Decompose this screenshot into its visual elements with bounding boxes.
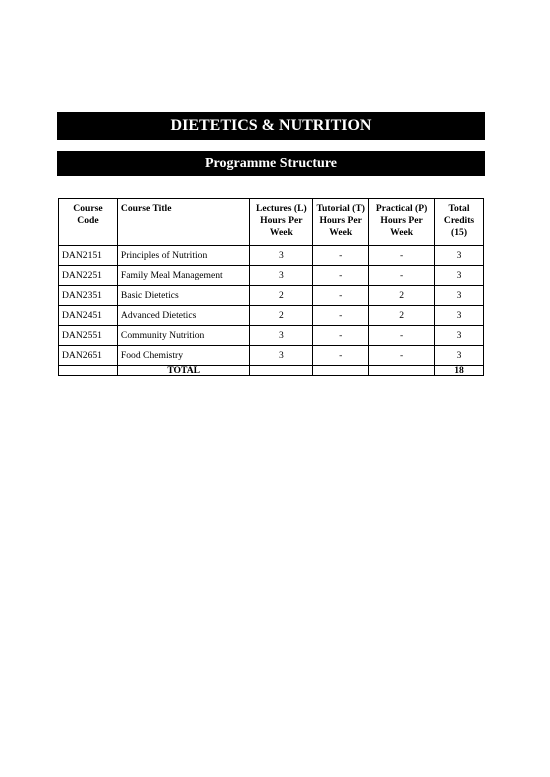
course-code-cell: DAN2551 — [59, 326, 118, 346]
lectures-cell: 3 — [250, 266, 313, 286]
course-title-cell: Food Chemistry — [117, 346, 250, 366]
lectures-cell: 3 — [250, 246, 313, 266]
total-empty-cell — [59, 366, 118, 376]
table-header-row — [59, 199, 484, 246]
table-row — [59, 346, 484, 366]
credits-cell: 3 — [435, 286, 484, 306]
header-course-code: Course Code — [59, 199, 118, 246]
total-empty-cell — [313, 366, 369, 376]
document-title: DIETETICS & NUTRITION — [170, 117, 372, 134]
total-row — [59, 366, 484, 376]
table-row — [59, 286, 484, 306]
credits-cell: 3 — [435, 346, 484, 366]
header-course-title: Course Title — [117, 199, 250, 246]
course-title-cell: Principles of Nutrition — [117, 246, 250, 266]
tutorial-cell: - — [313, 346, 369, 366]
lectures-cell: 2 — [250, 286, 313, 306]
credits-cell: 3 — [435, 246, 484, 266]
course-title-cell: Basic Dietetics — [117, 286, 250, 306]
header-credits: Total Credits (15) — [435, 199, 484, 246]
lectures-cell: 3 — [250, 346, 313, 366]
course-title-cell: Advanced Dietetics — [117, 306, 250, 326]
tutorial-cell: - — [313, 246, 369, 266]
document-title-banner — [57, 112, 485, 140]
header-lectures: Lectures (L) Hours Per Week — [250, 199, 313, 246]
programme-structure-table — [58, 198, 484, 376]
practical-cell: 2 — [369, 286, 435, 306]
table-row — [59, 246, 484, 266]
total-label: TOTAL — [117, 366, 250, 376]
course-code-cell: DAN2151 — [59, 246, 118, 266]
practical-cell: - — [369, 266, 435, 286]
course-code-cell: DAN2451 — [59, 306, 118, 326]
table-row — [59, 266, 484, 286]
subtitle-banner — [57, 151, 485, 176]
lectures-cell: 3 — [250, 326, 313, 346]
course-code-cell: DAN2251 — [59, 266, 118, 286]
lectures-cell: 2 — [250, 306, 313, 326]
practical-cell: - — [369, 346, 435, 366]
practical-cell: 2 — [369, 306, 435, 326]
practical-cell: - — [369, 326, 435, 346]
tutorial-cell: - — [313, 326, 369, 346]
tutorial-cell: - — [313, 286, 369, 306]
header-practical: Practical (P) Hours Per Week — [369, 199, 435, 246]
course-title-cell: Community Nutrition — [117, 326, 250, 346]
credits-cell: 3 — [435, 306, 484, 326]
document-subtitle: Programme Structure — [204, 156, 338, 171]
practical-cell: - — [369, 246, 435, 266]
header-tutorial: Tutorial (T) Hours Per Week — [313, 199, 369, 246]
table-row — [59, 306, 484, 326]
credits-cell: 3 — [435, 266, 484, 286]
table-row — [59, 326, 484, 346]
course-code-cell: DAN2351 — [59, 286, 118, 306]
tutorial-cell: - — [313, 266, 369, 286]
course-code-cell: DAN2651 — [59, 346, 118, 366]
total-empty-cell — [369, 366, 435, 376]
course-title-cell: Family Meal Management — [117, 266, 250, 286]
credits-cell: 3 — [435, 326, 484, 346]
total-empty-cell — [250, 366, 313, 376]
tutorial-cell: - — [313, 306, 369, 326]
total-credits: 18 — [435, 366, 484, 376]
